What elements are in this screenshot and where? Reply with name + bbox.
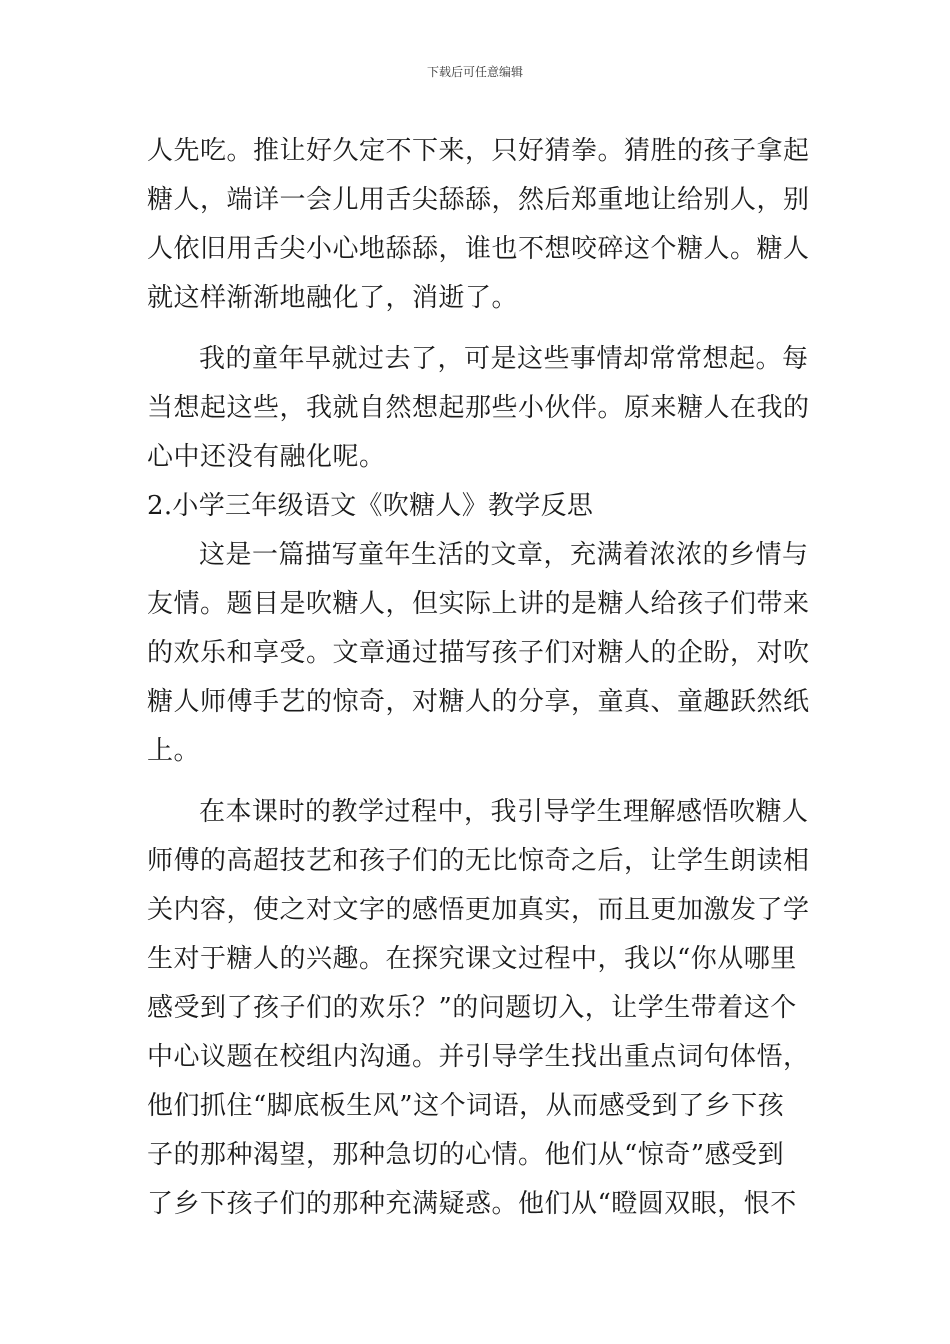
paragraph: [147, 531, 810, 776]
text-line: 人依旧用舌尖小心地舔舔，谁也不想咬碎这个糖人。糖人: [147, 234, 810, 264]
text-line: 他们抓住“脚底板生风”这个词语，从而感受到了乡下孩: [147, 1091, 785, 1121]
text-line: 在本课时的教学过程中，我引导学生理解感悟吹糖人: [199, 797, 809, 827]
paragraph: [147, 788, 810, 1229]
text-line: 人先吃。推让好久定不下来，只好猜拳。猜胜的孩子拿起: [147, 136, 810, 166]
text-line: 糖人，端详一会儿用舌尖舔舔，然后郑重地让给别人，别: [147, 185, 810, 215]
text-line: 了乡下孩子们的那种充满疑惑。他们从“瞪圆双眼，恨不: [147, 1189, 797, 1219]
text-line: 的欢乐和享受。文章通过描写孩子们对糖人的企盼，对吹: [147, 638, 810, 668]
paragraph: [147, 335, 810, 482]
text-line: 当想起这些，我就自然想起那些小伙伴。原来糖人在我的: [147, 393, 810, 423]
text-line: 子的那种渴望，那种急切的心情。他们从“惊奇”感受到: [147, 1140, 785, 1170]
text-line: 糖人师傅手艺的惊奇，对糖人的分享，童真、童趣跃然纸: [147, 687, 810, 717]
text-line: 心中还没有融化呢。: [147, 442, 386, 472]
paragraph-gap: [147, 323, 807, 335]
section-heading: [147, 482, 807, 531]
text-line: 就这样渐渐地融化了，消逝了。: [147, 283, 519, 313]
section-title: 2.小学三年级语文《吹糖人》教学反思: [147, 491, 594, 521]
text-line: 感受到了孩子们的欢乐？”的问题切入，让学生带着这个: [147, 993, 797, 1023]
paragraph: [147, 127, 810, 323]
paragraph-gap: [147, 776, 807, 788]
text-line: 生对于糖人的兴趣。在探究课文过程中，我以“你从哪里: [147, 944, 797, 974]
text-line: 中心议题在校组内沟通。并引导学生找出重点词句体悟，: [147, 1042, 810, 1072]
text-line: 上。: [147, 736, 201, 766]
text-line: 友情。题目是吹糖人，但实际上讲的是糖人给孩子们带来: [147, 589, 810, 619]
text-line: 关内容，使之对文字的感悟更加真实，而且更加激发了学: [147, 895, 810, 925]
text-line: 师傅的高超技艺和孩子们的无比惊奇之后，让学生朗读相: [147, 846, 810, 876]
text-line: 我的童年早就过去了，可是这些事情却常常想起。每: [199, 344, 809, 374]
text-line: 这是一篇描写童年生活的文章，充满着浓浓的乡情与: [199, 540, 809, 570]
document-body: [147, 127, 810, 1229]
page-header: 下载后可任意编辑: [426, 65, 523, 79]
